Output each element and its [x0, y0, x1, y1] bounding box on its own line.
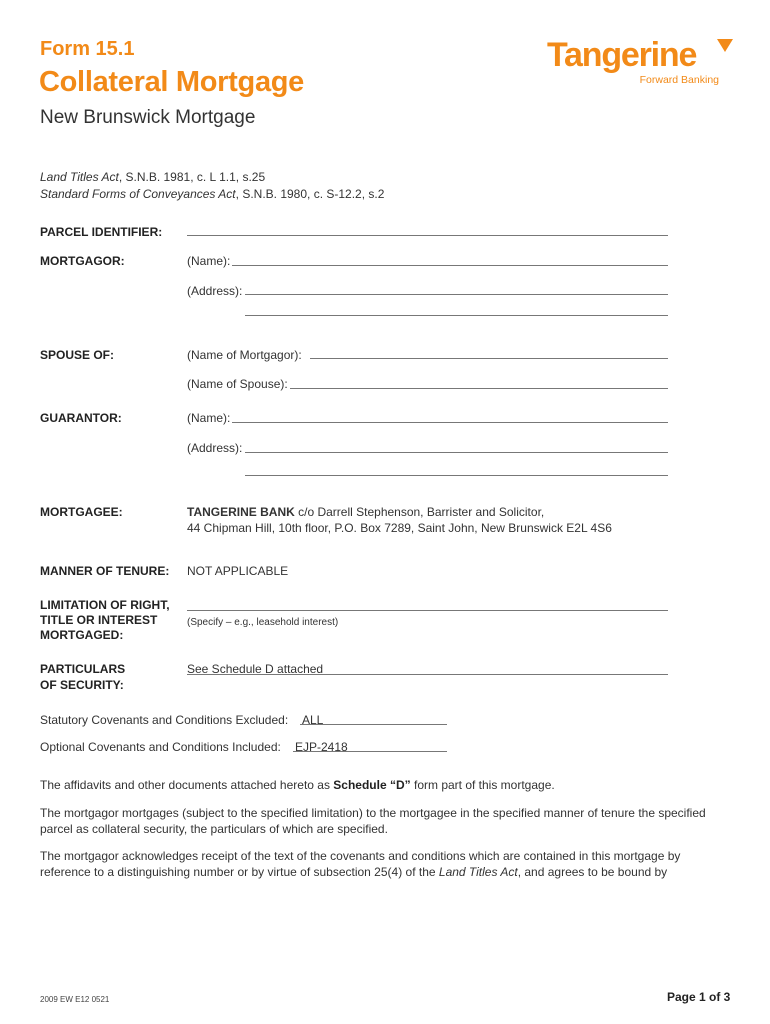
excluded-covenants-value: ALL [302, 713, 324, 727]
name-of-spouse-label: (Name of Spouse): [187, 377, 288, 391]
schedule-d-paragraph: The affidavits and other documents attached hereto as Schedule “D” form part of this mortgage. [40, 778, 555, 792]
particulars-field[interactable] [187, 674, 668, 675]
excluded-covenants-field[interactable] [300, 724, 447, 725]
name-of-mortgagor-field[interactable] [310, 358, 668, 359]
acknowledgement-paragraph: The mortgagor acknowledges receipt of the text of the covenants and conditions which are contained in this mortgage by reference to a distinguishing number or by virtue of subsection 25(4) of the Land Titles Act, and agrees to be bound by [40, 849, 681, 879]
included-covenants-value: EJP-2418 [295, 740, 348, 754]
mortgagor-address-label: (Address): [187, 284, 243, 298]
mortgagee-bank-name: TANGERINE BANK [187, 505, 295, 519]
form-number: Form 15.1 [40, 38, 135, 60]
included-covenants-field[interactable] [293, 751, 447, 752]
limitation-label-line-3: MORTGAGED: [40, 628, 124, 642]
logo-wordmark: Tangerine [547, 36, 697, 74]
guarantor-label: GUARANTOR: [40, 411, 122, 425]
form-code: 2009 EW E12 0521 [40, 995, 110, 1004]
spouse-of-label: SPOUSE OF: [40, 348, 115, 362]
guarantor-name-field[interactable] [232, 422, 668, 423]
excluded-covenants-label: Statutory Covenants and Conditions Excluded: [40, 713, 289, 727]
particulars-label-line-1: PARTICULARS [40, 662, 126, 676]
logo-tagline: Forward Banking [639, 74, 719, 86]
guarantor-address-field-1[interactable] [245, 452, 668, 453]
mortgagor-label: MORTGAGOR: [40, 254, 125, 268]
mortgagor-address-field-2[interactable] [245, 315, 668, 316]
manner-of-tenure-label: MANNER OF TENURE: [40, 564, 170, 578]
mortgagor-name-label: (Name): [187, 254, 231, 268]
particulars-value: See Schedule D attached [187, 662, 324, 676]
guarantor-address-field-2[interactable] [245, 475, 668, 476]
manner-of-tenure-value: NOT APPLICABLE [187, 564, 289, 578]
mortgage-grant-paragraph: The mortgagor mortgages (subject to the specified limitation) to the mortgagee in the specified manner of tenure the specified parcel as collateral security, the particulars of which are specified. [40, 806, 706, 836]
name-of-spouse-field[interactable] [290, 388, 668, 389]
mortgagee-label: MORTGAGEE: [40, 505, 123, 519]
tangerine-logo [547, 37, 737, 92]
tangerine-logo-icon [717, 39, 733, 55]
mortgagee-line-1: TANGERINE BANK c/o Darrell Stephenson, Barrister and Solicitor, [187, 505, 545, 519]
mortgagee-address: 44 Chipman Hill, 10th floor, P.O. Box 7289, Saint John, New Brunswick E2L 4S6 [187, 521, 612, 535]
included-covenants-label: Optional Covenants and Conditions Included: [40, 740, 281, 754]
citation-standard-forms-act: Standard Forms of Conveyances Act, S.N.B. 1980, c. S-12.2, s.2 [40, 187, 385, 201]
limitation-field[interactable] [187, 610, 668, 611]
limitation-hint: (Specify – e.g., leasehold interest) [187, 617, 339, 628]
page-subtitle: New Brunswick Mortgage [40, 107, 256, 128]
page-number: Page 1 of 3 [667, 990, 731, 1004]
guarantor-address-label: (Address): [187, 441, 243, 455]
limitation-label-line-1: LIMITATION OF RIGHT, [40, 598, 170, 612]
limitation-label-line-2: TITLE OR INTEREST [40, 613, 158, 627]
mortgagor-address-field-1[interactable] [245, 294, 668, 295]
parcel-identifier-field[interactable] [187, 235, 668, 236]
parcel-identifier-label: PARCEL IDENTIFIER: [40, 225, 163, 239]
particulars-label-line-2: OF SECURITY: [40, 678, 124, 692]
citation-land-titles-act: Land Titles Act, S.N.B. 1981, c. L 1.1, s.25 [40, 170, 266, 184]
mortgagor-name-field[interactable] [232, 265, 668, 266]
guarantor-name-label: (Name): [187, 411, 231, 425]
name-of-mortgagor-label: (Name of Mortgagor): [187, 348, 302, 362]
page-title: Collateral Mortgage [39, 66, 305, 98]
